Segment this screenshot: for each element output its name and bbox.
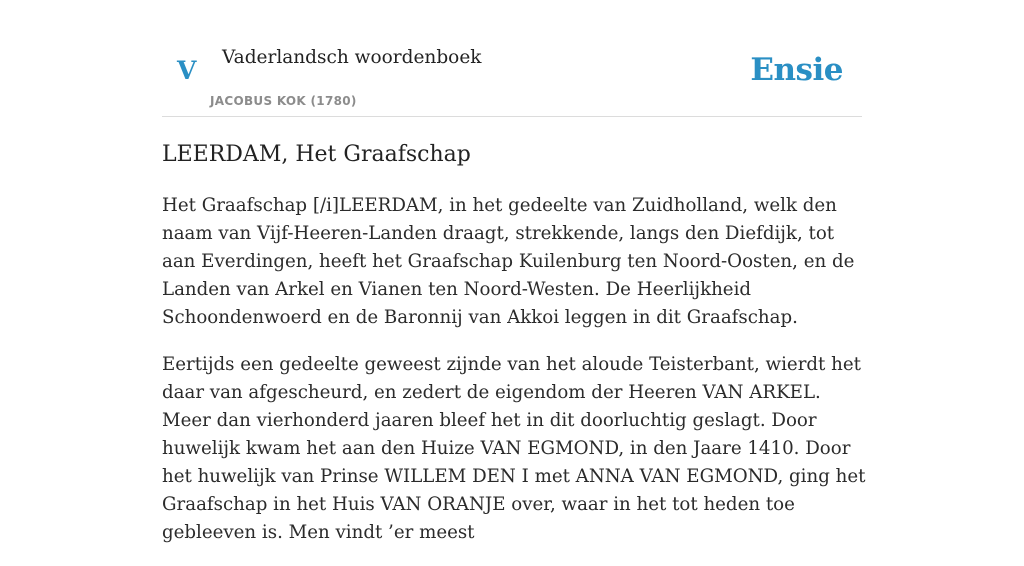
- book-logo-letter[interactable]: V: [177, 56, 197, 85]
- book-author: JACOBUS KOK (1780): [210, 94, 357, 108]
- site-header: [162, 0, 862, 117]
- entry-paragraph: Het Graafschap [/i]LEERDAM, in het gedeelte van Zuidholland, welk den naam van Vijf-Heeren-Landen draagt, strekkende, langs den Diefdijk, tot aan Everdingen, heeft het Graafschap Kuilenburg ten Noord-Oosten, en de Landen van Arkel en Vianen ten Noord-Westen. De Heerlijkheid Schoondenwoerd en de Baronnij van Akkoi leggen in dit Graafschap.: [162, 195, 855, 328]
- entry-title: LEERDAM, Het Graafschap: [162, 142, 471, 167]
- book-title-link[interactable]: Vaderlandsch woordenboek: [222, 47, 482, 68]
- entry-paragraph: Eertijds een gedeelte geweest zijnde van het aloude Teisterbant, wierdt het daar van afgescheurd, en zedert de eigendom der Heeren VAN ARKEL. Meer dan vierhonderd jaaren bleef het in dit doorluchtig geslagt. Door huwelijk kwam het aan den Huize VAN EGMOND, in den Jaare 1410. Door het huwelijk van Prinse WILLEM DEN I met ANNA VAN EGMOND, ging het Graafschap in het Huis VAN ORANJE over, waar in het tot heden toe gebleeven is. Men vindt ’er meest: [162, 354, 866, 543]
- entry-content: [162, 192, 866, 566]
- ensie-logo-link[interactable]: Ensie: [750, 52, 843, 88]
